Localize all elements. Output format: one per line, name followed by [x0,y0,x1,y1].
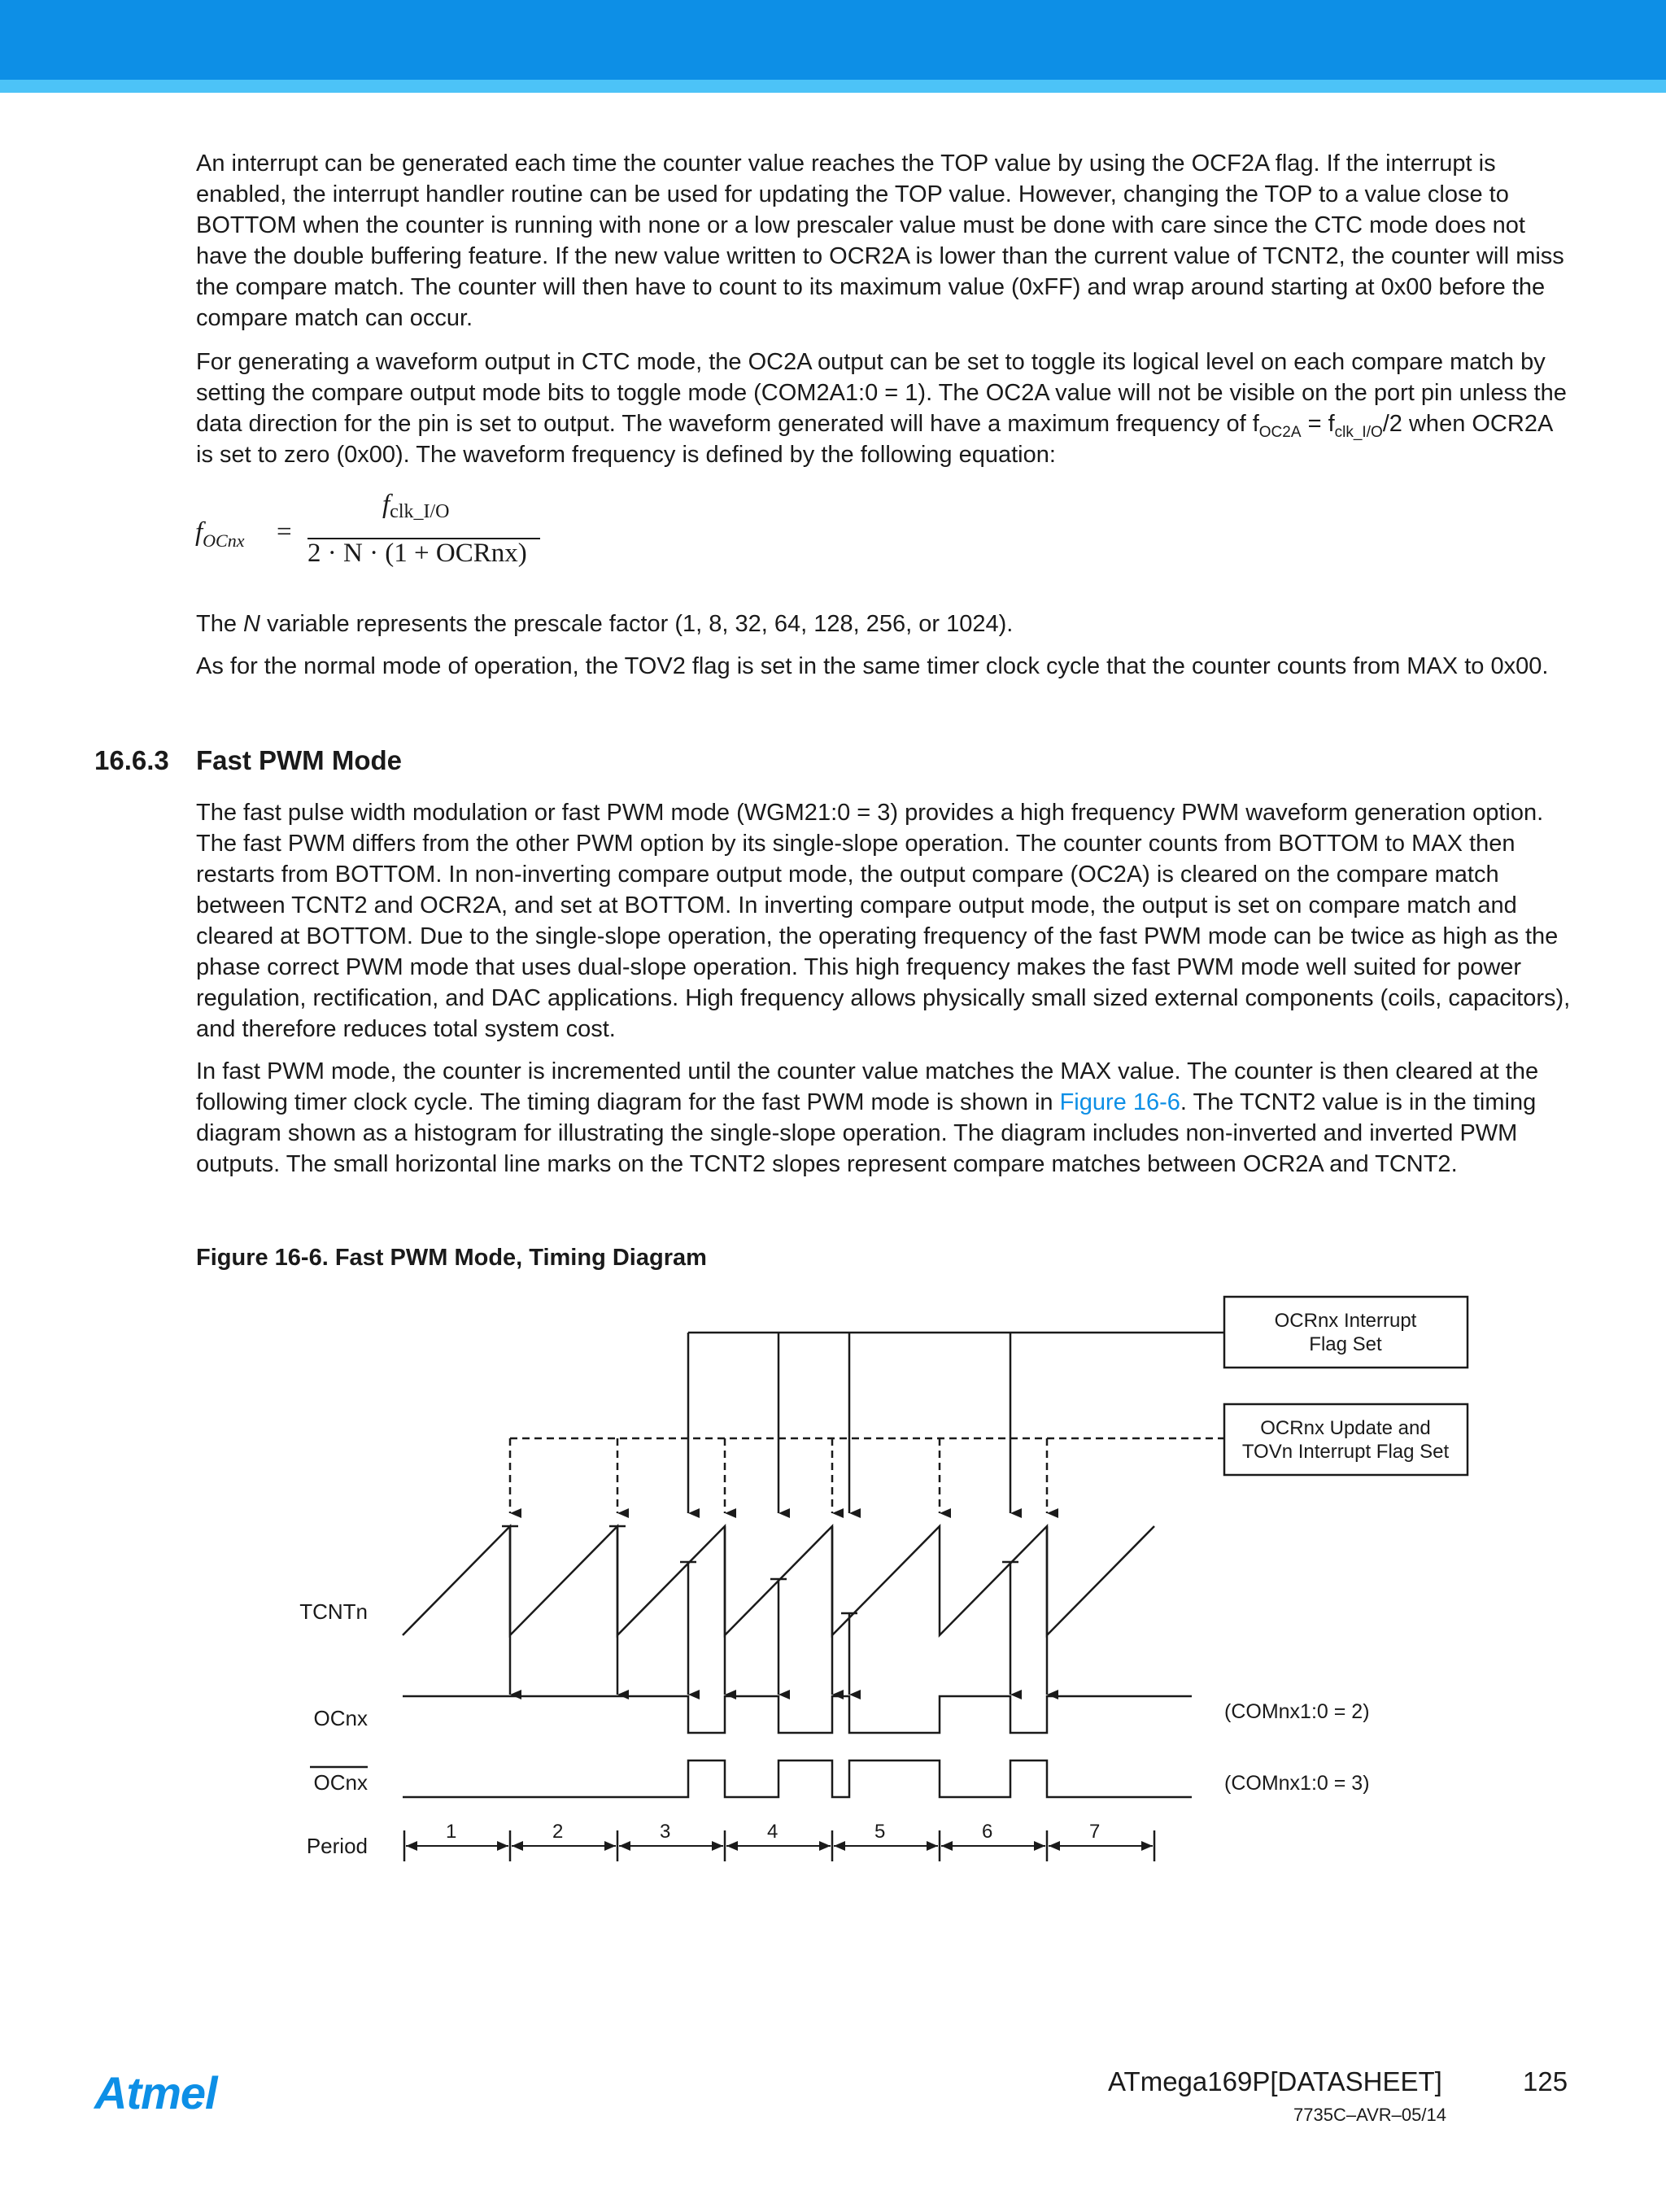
para-2-f: f [1252,411,1259,437]
para-1: An interrupt can be generated each time the counter value reaches the TOP value by using the OCF2A flag. If the interrupt is enabled, the interrupt handler routine can be used for updating the TOP value. However, changing the TOP to a value close to BOTTOM when the counter is running with none or a low prescaler value must be done with care since the CTC mode does not have the double buffering feature. If the new value written to OCR2A is lower than the current value of TCNT2, the counter will miss the compare match. The counter will then have to count to its maximum value (0xFF) and wrap around starting at 0x00 before the compare match can occur. [196,151,1564,331]
ocnx-label: OCnx [313,1706,368,1730]
paragraph-fast-pwm-timing [196,1056,1571,1180]
equation-equals: = [277,517,292,547]
period-arrow-right-4 [819,1841,831,1851]
paragraph-fast-pwm [196,797,1571,1045]
period-segments [406,1841,1153,1851]
para-2-text: For generating a waveform output in CTC mode, the OC2A output can be set to toggle its logical level on each compare match by setting the compare output mode bits to toggle mode (COM2A1:0 = 1). The OC2A value will not be visible on the port pin unless the data direction for the pin is set to output. The waveform generated will have a maximum frequency of [196,349,1567,437]
header-bar [0,0,1666,80]
para-2-sub-oc2a: OC2A [1258,424,1302,441]
period-arrow-left-6 [941,1841,953,1851]
period-arrow-left-7 [1049,1841,1060,1851]
period-label-1: 1 [446,1821,457,1843]
period-label-5: 5 [874,1821,886,1843]
section-title: Fast PWM Mode [196,745,402,775]
period-arrow-left-5 [834,1841,845,1851]
para-2-sub-clk: clk_I/O [1334,424,1383,441]
period-arrow-right-1 [497,1841,508,1851]
tcnt-label: TCNTn [299,1599,368,1624]
equation-num-sub: clk_I/O [390,501,450,522]
header-stripe [0,80,1666,93]
equation-denominator: 2 · N · (1 + OCRnx) [307,539,527,568]
period-arrow-left-4 [726,1841,738,1851]
period-arrow-left-2 [512,1841,523,1851]
ocnx-inverted-label: OCnx [313,1770,368,1795]
period-label-6: 6 [982,1821,993,1843]
period-arrow-right-7 [1141,1841,1153,1851]
paragraph-tov2 [196,651,1571,682]
figure-caption: Figure 16-6. Fast PWM Mode, Timing Diagram [196,1245,707,1271]
paragraph-prescale [196,609,1571,639]
period-labels [446,1821,1100,1843]
para-6 [196,1056,1571,1180]
period-arrow-right-5 [927,1841,938,1851]
para-3-pre: The [196,611,244,637]
figure-16-6-link[interactable]: Figure 16-6 [1059,1089,1180,1115]
footer-doc-title: ATmega169P[DATASHEET] [1108,2066,1442,2096]
para-4: As for the normal mode of operation, the TOV2 flag is set in the same timer clock cycle that the counter counts from MAX to 0x00. [196,653,1549,679]
ocnx-waveform [403,1696,1192,1733]
equation-lhs-f: f [195,517,203,547]
period-label-2: 2 [552,1821,564,1843]
para-2 [196,347,1571,470]
para-2-eq: = f [1301,411,1335,437]
period-label-4: 4 [767,1821,778,1843]
period-label: Period [306,1834,368,1858]
para-3-var: N [243,611,260,637]
mode-inverting: (COMnx1:0 = 3) [1224,1772,1370,1795]
footer-doc-code: 7735C–AVR–05/14 [1293,2105,1446,2125]
section-number: 16.6.3 [94,745,169,775]
update-box-line2: TOVn Interrupt Flag Set [1241,1441,1450,1463]
interrupt-box-line2: Flag Set [1309,1333,1382,1355]
interrupt-box-line1: OCRnx Interrupt [1274,1310,1417,1332]
fast-pwm-timing-diagram [0,1285,1666,1904]
paragraph-interrupt [196,148,1571,334]
update-flag-box [1224,1404,1468,1475]
interrupt-flag-box [1224,1297,1468,1368]
equation-num-f: f [382,490,390,519]
mode-noninverting: (COMnx1:0 = 2) [1224,1700,1370,1723]
period-arrow-right-6 [1034,1841,1045,1851]
period-arrow-left-3 [619,1841,630,1851]
paragraph-ctc-waveform [196,347,1571,470]
equation-lhs [195,517,245,551]
para-5: The fast pulse width modulation or fast PWM mode (WGM21:0 = 3) provides a high frequency PWM waveform generation option. The fast PWM differs from the other PWM option by its single-slope operation. The counter counts from BOTTOM to MAX then restarts from BOTTOM. In non-inverting compare output mode, the output compare (OC2A) is cleared on the compare match between TCNT2 and OCR2A, and set at BOTTOM. In inverting compare output mode, the output is set on compare match and cleared at BOTTOM. Due to the single-slope operation, the operating frequency of the fast PWM mode can be twice as high as the phase correct PWM mode that uses dual-slope operation. This high frequency makes the fast PWM mode well suited for power regulation, rectification, and DAC applications. High frequency allows physically small sized external components (coils, capacitors), and therefore reduces total system cost. [196,800,1571,1042]
update-box-line1: OCRnx Update and [1260,1417,1431,1439]
para-3 [196,609,1571,639]
period-arrow-right-2 [604,1841,616,1851]
period-arrow-right-3 [712,1841,723,1851]
period-label-7: 7 [1089,1821,1101,1843]
footer-page-number: 125 [1523,2066,1568,2096]
equation-numerator [382,490,449,520]
para-6-pre: In fast PWM mode, the counter is incremented until the counter value matches the MAX value. The counter is then cleared at the following timer clock cycle. The timing diagram for the fast PWM mode is shown in [196,1058,1539,1115]
para-3-post: variable represents the prescale factor (1, 8, 32, 64, 128, 256, or 1024). [259,611,1014,637]
equation-lhs-sub: OCnx [203,530,245,551]
para-6-post: . The TCNT2 value is in the timing diagram shown as a histogram for illustrating the single-slope operation. The diagram includes non-inverted and inverted PWM outputs. The small horizontal line marks on the TCNT2 slopes represent compare matches between OCR2A and TCNT2. [196,1089,1537,1177]
period-label-3: 3 [660,1821,671,1843]
atmel-logo: Atmel [94,2067,217,2118]
para-2-tail: /2 when OCR2A is set to zero (0x00). The waveform frequency is defined by the following equation: [196,411,1552,468]
period-arrow-left-1 [406,1841,417,1851]
ocnx-inverted-waveform [403,1760,1192,1797]
